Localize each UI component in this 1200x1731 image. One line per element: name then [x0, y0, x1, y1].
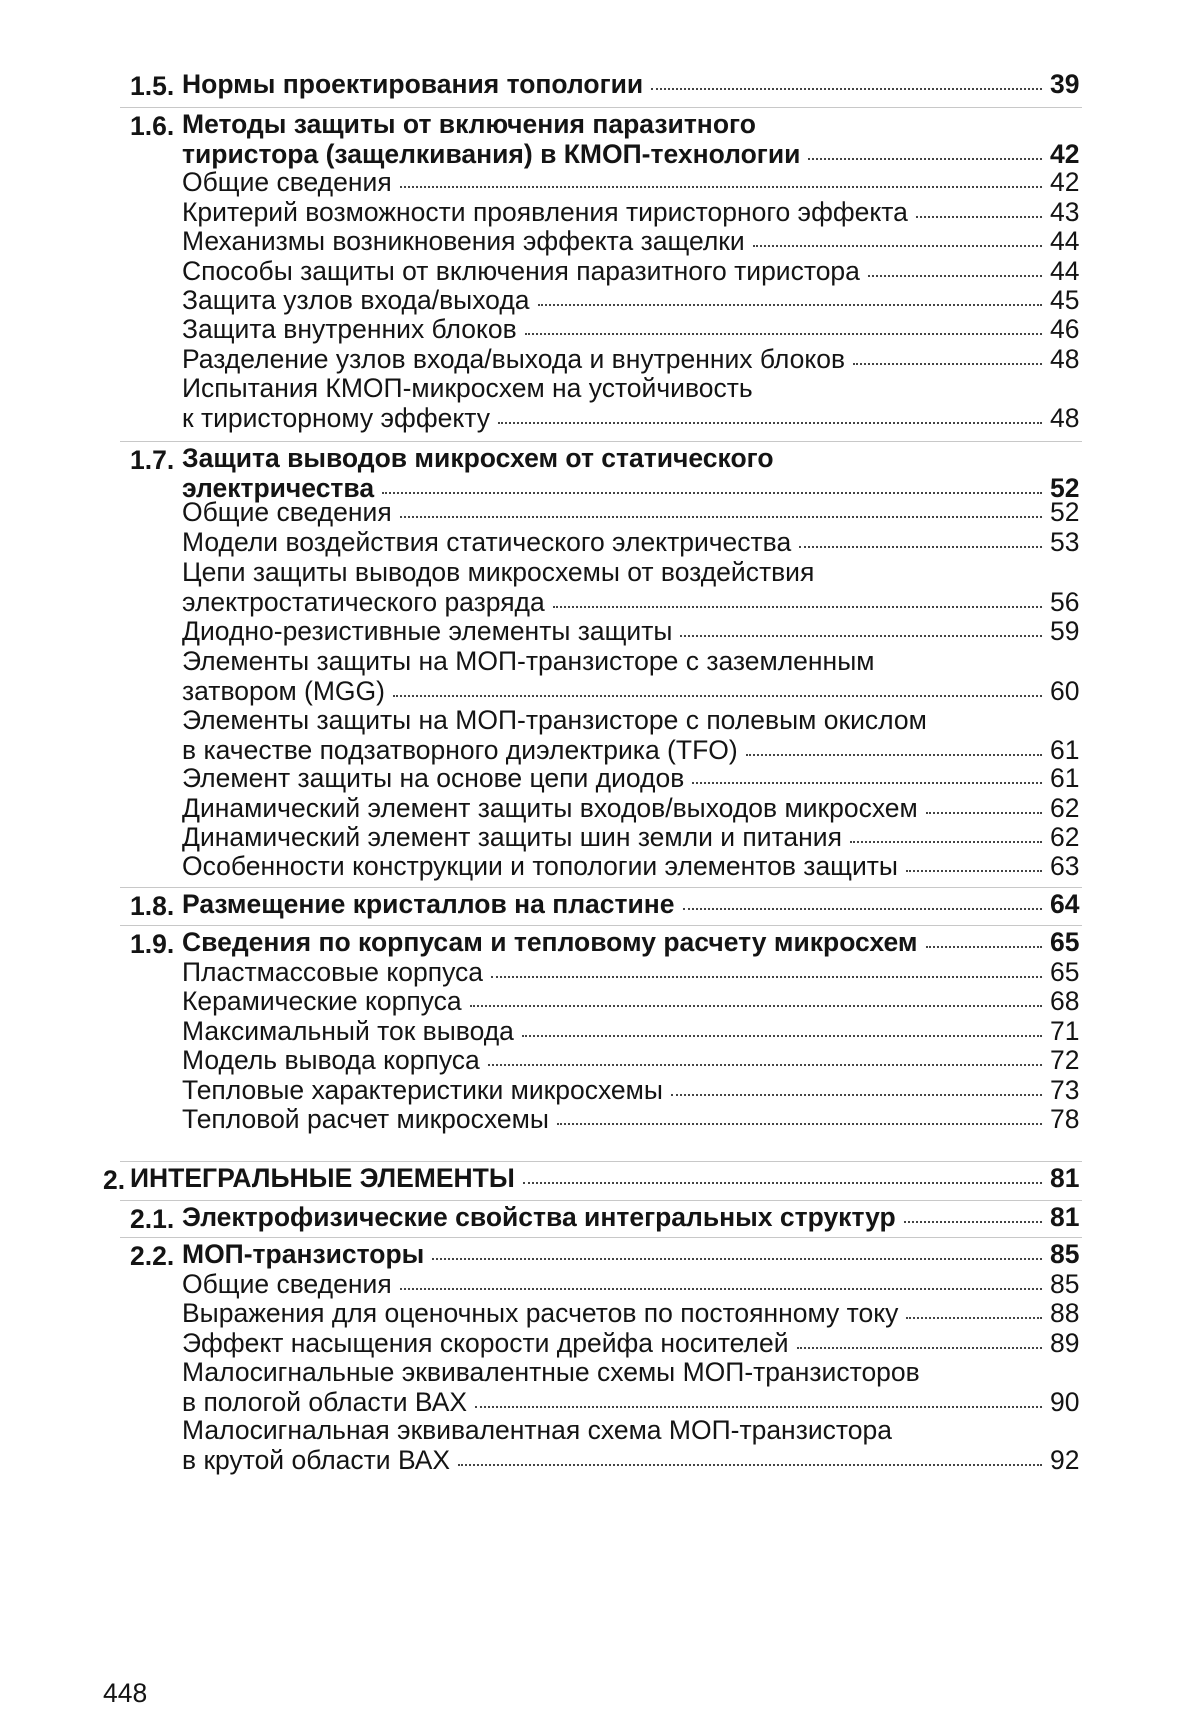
- toc-entry[interactable]: [182, 345, 1082, 375]
- toc-entry[interactable]: [182, 1046, 1082, 1076]
- toc-entry-title: Максимальный ток вывода: [182, 1016, 514, 1046]
- toc-leader-dots: [382, 492, 1042, 494]
- toc-entry-title: тиристора (защелкивания) в КМОП-технологии: [182, 138, 801, 169]
- toc-entry[interactable]: [182, 647, 1082, 706]
- section-divider: [120, 925, 1082, 926]
- toc-entry-title: Особенности конструкции и топологии элементов защиты: [182, 851, 898, 881]
- toc-section-number: 1.7.: [130, 445, 175, 475]
- toc-leader-dots: [538, 304, 1042, 306]
- toc-entry-title: Электрофизические свойства интегральных структур: [182, 1202, 896, 1232]
- toc-page-number: 39: [1050, 69, 1080, 99]
- toc-page-number: 90: [1050, 1386, 1080, 1417]
- toc-entry[interactable]: [182, 794, 1082, 824]
- toc-entry[interactable]: [182, 1329, 1082, 1359]
- toc-entry[interactable]: [130, 109, 1082, 169]
- toc-section-number: 2.: [103, 1165, 126, 1195]
- toc-entry-title: Общие сведения: [182, 167, 392, 197]
- toc-entry[interactable]: [182, 1299, 1082, 1329]
- toc-entry-title: затвором (MGG): [182, 675, 385, 706]
- toc-page-number: 85: [1050, 1239, 1080, 1269]
- toc-section-number: 1.5.: [130, 71, 175, 101]
- toc-entry-title: к тиристорному эффекту: [182, 402, 490, 433]
- toc-entry[interactable]: [182, 286, 1082, 316]
- toc-leader-dots: [808, 158, 1042, 160]
- toc-leader-dots: [458, 1464, 1042, 1466]
- toc-leader-dots: [498, 422, 1042, 424]
- toc-leader-dots: [916, 216, 1042, 218]
- toc-leader-dots: [799, 546, 1042, 548]
- toc-leader-dots: [683, 908, 1042, 910]
- toc-page-number: 60: [1050, 675, 1080, 706]
- toc-page-number: 78: [1050, 1104, 1080, 1134]
- toc-page-number: 88: [1050, 1298, 1080, 1328]
- toc-entry[interactable]: [182, 617, 1082, 647]
- toc-entry-title: Элемент защиты на основе цепи диодов: [182, 763, 685, 793]
- toc-page-number: 65: [1050, 957, 1080, 987]
- toc-leader-dots: [553, 606, 1042, 608]
- toc-page-number: 61: [1050, 763, 1080, 793]
- toc-entry-title: Малосигнальные эквивалентные схемы МОП-транзисторов: [182, 1357, 920, 1387]
- toc-entry-title: Методы защиты от включения паразитного: [182, 109, 756, 139]
- toc-page-number: 43: [1050, 197, 1080, 227]
- toc-entry-title: Общие сведения: [182, 1269, 392, 1299]
- toc-entry[interactable]: [182, 1416, 1082, 1475]
- toc-leader-dots: [475, 1406, 1042, 1408]
- toc-entry-title: МОП-транзисторы: [182, 1239, 425, 1269]
- toc-section-number: 1.6.: [130, 111, 175, 141]
- toc-page-number: 52: [1050, 472, 1080, 503]
- toc-entry[interactable]: [130, 889, 1082, 921]
- section-divider: [120, 887, 1082, 888]
- toc-page-number: 46: [1050, 314, 1080, 344]
- toc-leader-dots: [904, 1221, 1042, 1223]
- toc-entry[interactable]: [130, 927, 1082, 959]
- toc-entry[interactable]: [182, 198, 1082, 228]
- toc-entry[interactable]: [182, 498, 1082, 528]
- toc-entry-title: Диодно-резистивные элементы защиты: [182, 616, 673, 646]
- toc-page-number: 63: [1050, 851, 1080, 881]
- toc-leader-dots: [680, 635, 1042, 637]
- toc-page-number: 68: [1050, 986, 1080, 1016]
- toc-leader-dots: [853, 363, 1042, 365]
- toc-page-number: 62: [1050, 822, 1080, 852]
- toc-leader-dots: [400, 186, 1042, 188]
- toc-entry-title: Защита выводов микросхем от статического: [182, 443, 774, 473]
- toc-leader-dots: [926, 946, 1042, 948]
- toc-leader-dots: [906, 1317, 1042, 1319]
- page-number: 448: [103, 1678, 148, 1708]
- toc-page-number: 53: [1050, 527, 1080, 557]
- toc-entry[interactable]: [182, 1076, 1082, 1106]
- toc-page-number: 59: [1050, 616, 1080, 646]
- toc-leader-dots: [671, 1094, 1042, 1096]
- toc-entry-title: Разделение узлов входа/выхода и внутренних блоков: [182, 344, 846, 374]
- toc-leader-dots: [491, 976, 1042, 978]
- toc-leader-dots: [797, 1347, 1042, 1349]
- toc-entry[interactable]: [182, 852, 1082, 882]
- toc-entry[interactable]: [182, 958, 1082, 988]
- section-divider: [120, 1200, 1082, 1201]
- toc-entry-title: Элементы защиты на МОП-транзисторе с полевым окислом: [182, 705, 927, 735]
- toc-page-number: 92: [1050, 1444, 1080, 1475]
- toc-entry-title: Малосигнальная эквивалентная схема МОП-транзистора: [182, 1415, 892, 1445]
- section-divider: [120, 107, 1082, 108]
- toc-page-number: 52: [1050, 497, 1080, 527]
- toc-page-number: 48: [1050, 402, 1080, 433]
- toc-entry-title: Модели воздействия статического электричества: [182, 527, 792, 557]
- toc-entry[interactable]: [182, 1270, 1082, 1300]
- toc-page-number: 64: [1050, 889, 1080, 919]
- toc-leader-dots: [470, 1005, 1042, 1007]
- toc-entry[interactable]: [182, 528, 1082, 558]
- toc-entry-title: в качестве подзатворного диэлектрика (TFO): [182, 734, 738, 765]
- toc-entry-title: Выражения для оценочных расчетов по постоянному току: [182, 1298, 899, 1328]
- toc-entry[interactable]: [182, 1105, 1082, 1135]
- toc-entry-title: Керамические корпуса: [182, 986, 462, 1016]
- toc-entry[interactable]: [182, 168, 1082, 198]
- toc-entry[interactable]: [130, 1239, 1082, 1271]
- toc-entry[interactable]: [182, 227, 1082, 257]
- toc-page-number: 42: [1050, 138, 1080, 169]
- toc-page-number: 71: [1050, 1016, 1080, 1046]
- toc-entry-title: Способы защиты от включения паразитного тиристора: [182, 256, 860, 286]
- toc-page-number: 81: [1050, 1202, 1080, 1232]
- toc-leader-dots: [926, 812, 1042, 814]
- toc-entry-title: Эффект насыщения скорости дрейфа носителей: [182, 1328, 789, 1358]
- toc-page-number: 65: [1050, 927, 1080, 957]
- toc-entry[interactable]: [182, 1017, 1082, 1047]
- toc-entry[interactable]: [182, 257, 1082, 287]
- toc-leader-dots: [651, 88, 1042, 90]
- toc-section-number: 1.8.: [130, 891, 175, 921]
- toc-leader-dots: [692, 782, 1042, 784]
- toc-page-number: 73: [1050, 1075, 1080, 1105]
- toc-entry-title: Общие сведения: [182, 497, 392, 527]
- toc-entry-title: электростатического разряда: [182, 586, 545, 617]
- toc-leader-dots: [488, 1064, 1042, 1066]
- toc-entry-title: Испытания КМОП-микросхем на устойчивость: [182, 373, 753, 403]
- toc-entry-title: Пластмассовые корпуса: [182, 957, 484, 987]
- toc-entry-title: Динамический элемент защиты шин земли и питания: [182, 822, 842, 852]
- toc-leader-dots: [393, 695, 1042, 697]
- toc-leader-dots: [557, 1123, 1042, 1125]
- toc-entry[interactable]: [182, 315, 1082, 345]
- section-divider: [120, 1161, 1082, 1162]
- toc-page-number: 81: [1050, 1163, 1080, 1193]
- toc-page-number: 72: [1050, 1045, 1080, 1075]
- toc-leader-dots: [850, 841, 1042, 843]
- toc-entry[interactable]: [130, 69, 1082, 101]
- toc-entry-title: Критерий возможности проявления тиристорного эффекта: [182, 197, 908, 227]
- toc-entry[interactable]: [182, 764, 1082, 794]
- toc-entry-title: ИНТЕГРАЛЬНЫЕ ЭЛЕМЕНТЫ: [130, 1163, 515, 1193]
- toc-entry-title: в пологой области ВАХ: [182, 1386, 468, 1417]
- toc-page-number: 44: [1050, 256, 1080, 286]
- toc-entry-title: в крутой области ВАХ: [182, 1444, 451, 1475]
- toc-page-number: 44: [1050, 226, 1080, 256]
- toc-leader-dots: [753, 245, 1042, 247]
- toc-section-number: 1.9.: [130, 929, 175, 959]
- toc-entry-title: Модель вывода корпуса: [182, 1045, 480, 1075]
- toc-entry[interactable]: [182, 1358, 1082, 1417]
- toc-entry[interactable]: [130, 443, 1082, 503]
- toc-entry-title: Размещение кристаллов на пластине: [182, 889, 675, 919]
- section-divider: [120, 1237, 1082, 1238]
- toc-page-number: 85: [1050, 1269, 1080, 1299]
- toc-leader-dots: [432, 1258, 1042, 1260]
- toc-entry-title: Механизмы возникновения эффекта защелки: [182, 226, 745, 256]
- toc-leader-dots: [525, 333, 1042, 335]
- toc-entry[interactable]: [182, 987, 1082, 1017]
- toc-page-number: 45: [1050, 285, 1080, 315]
- toc-entry-title: Динамический элемент защиты входов/выходов микросхем: [182, 793, 918, 823]
- toc-entry[interactable]: [182, 558, 1082, 617]
- toc-entry[interactable]: [182, 374, 1082, 433]
- toc-entry[interactable]: [130, 1202, 1082, 1234]
- toc-leader-dots: [400, 1288, 1042, 1290]
- toc-entry-title: Нормы проектирования топологии: [182, 69, 644, 99]
- toc-page-number: 42: [1050, 167, 1080, 197]
- toc-entry-title: Цепи защиты выводов микросхемы от воздействия: [182, 557, 815, 587]
- section-divider: [120, 441, 1082, 442]
- toc-leader-dots: [522, 1035, 1042, 1037]
- toc-entry-title: Защита внутренних блоков: [182, 314, 517, 344]
- toc-entry-title: Защита узлов входа/выхода: [182, 285, 530, 315]
- toc-page-number: 48: [1050, 344, 1080, 374]
- toc-section-number: 2.1.: [130, 1204, 175, 1234]
- toc-page-number: 62: [1050, 793, 1080, 823]
- toc-page-number: 56: [1050, 586, 1080, 617]
- toc-leader-dots: [868, 275, 1042, 277]
- toc-leader-dots: [400, 516, 1042, 518]
- toc-page-number: 89: [1050, 1328, 1080, 1358]
- toc-entry[interactable]: [103, 1163, 1082, 1195]
- toc-entry-title: Сведения по корпусам и тепловому расчету микросхем: [182, 927, 918, 957]
- toc-page-number: 61: [1050, 734, 1080, 765]
- toc-entry[interactable]: [182, 706, 1082, 765]
- toc-entry[interactable]: [182, 823, 1082, 853]
- toc-entry-title: электричества: [182, 472, 375, 503]
- toc-entry-title: Тепловой расчет микросхемы: [182, 1104, 549, 1134]
- toc-entry-title: Элементы защиты на МОП-транзисторе с заземленным: [182, 646, 875, 676]
- toc-entry-title: Тепловые характеристики микросхемы: [182, 1075, 663, 1105]
- toc-section-number: 2.2.: [130, 1241, 175, 1271]
- toc-leader-dots: [906, 870, 1042, 872]
- toc-leader-dots: [523, 1182, 1042, 1184]
- toc-leader-dots: [746, 754, 1042, 756]
